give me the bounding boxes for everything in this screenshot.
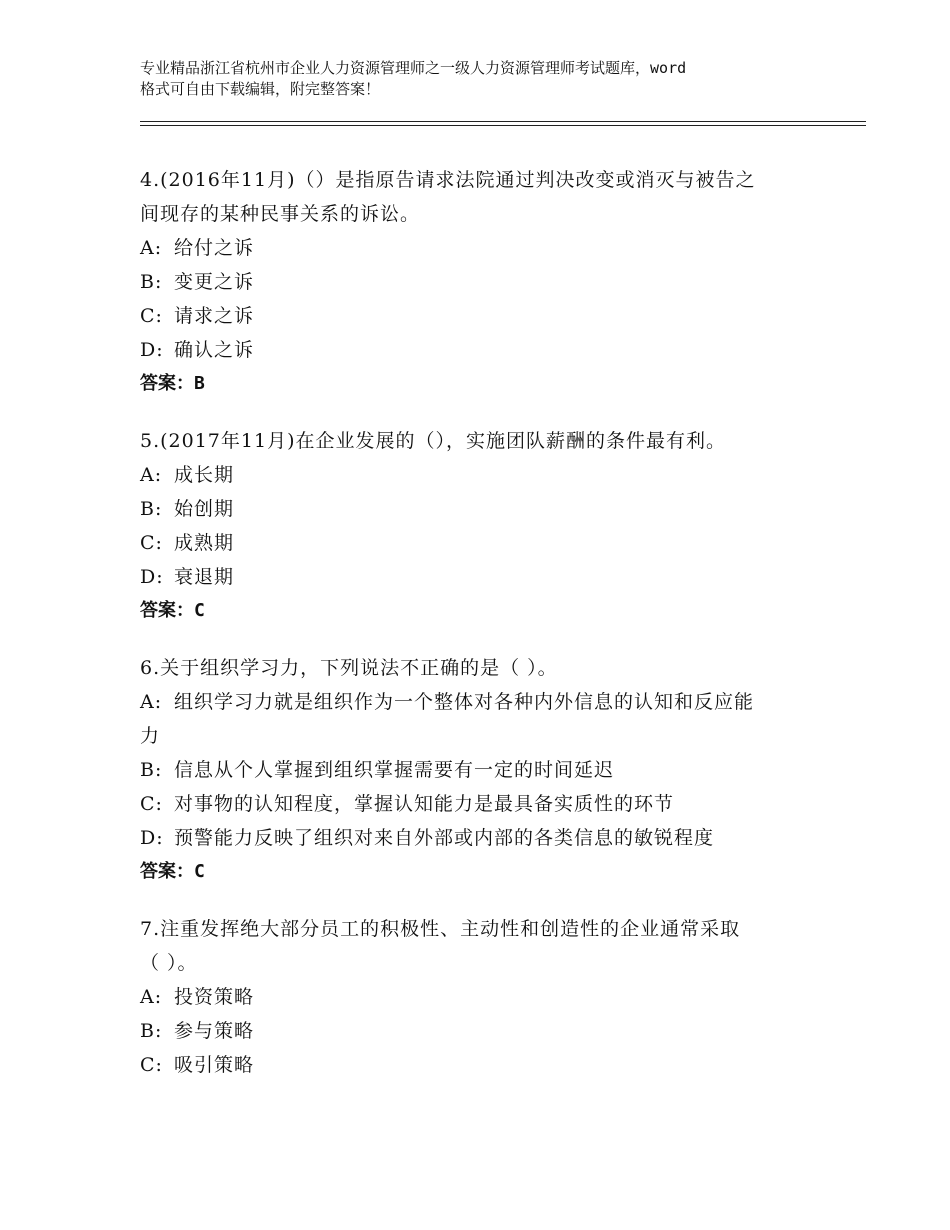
option-c bbox=[140, 1048, 820, 1082]
option-letter: A: bbox=[140, 464, 163, 486]
option-letter: C: bbox=[140, 532, 163, 554]
option-letter: A: bbox=[140, 986, 163, 1008]
option-text: 组织学习力就是组织作为一个整体对各种内外信息的认知和反应能 bbox=[174, 691, 755, 713]
option-text: 参与策略 bbox=[174, 1020, 255, 1042]
option-c bbox=[140, 299, 820, 333]
answer-line: 答案：C bbox=[140, 861, 205, 882]
option-letter: A: bbox=[140, 237, 163, 259]
question-item bbox=[140, 912, 820, 1082]
option-letter: B: bbox=[140, 759, 163, 781]
question-list bbox=[140, 163, 820, 1105]
option-c bbox=[140, 787, 820, 821]
option-a bbox=[140, 231, 820, 265]
option-text: 成长期 bbox=[174, 464, 235, 486]
option-b bbox=[140, 1014, 820, 1048]
option-letter: A: bbox=[140, 691, 163, 713]
question-item bbox=[140, 163, 820, 401]
option-letter: B: bbox=[140, 1020, 163, 1042]
question-stem: 7.注重发挥绝大部分员工的积极性、主动性和创造性的企业通常采取 bbox=[140, 918, 741, 940]
question-stem: 5.(2017年11月)在企业发展的（），实施团队薪酬的条件最有利。 bbox=[140, 430, 726, 452]
answer-line: 答案：C bbox=[140, 600, 205, 621]
option-text: 对事物的认知程度，掌握认知能力是最具备实质性的环节 bbox=[174, 793, 675, 815]
option-text: 始创期 bbox=[174, 498, 235, 520]
question-item bbox=[140, 424, 820, 628]
option-a bbox=[140, 685, 820, 719]
option-letter: D: bbox=[140, 827, 164, 849]
option-letter: D: bbox=[140, 339, 164, 361]
option-a bbox=[140, 458, 820, 492]
document-header bbox=[140, 58, 830, 100]
header-rule-top bbox=[140, 121, 866, 122]
option-letter: B: bbox=[140, 271, 163, 293]
option-text: 投资策略 bbox=[174, 986, 255, 1008]
option-text: 请求之诉 bbox=[174, 305, 255, 327]
header-line-1: 专业精品浙江省杭州市企业人力资源管理师之一级人力资源管理师考试题库，word bbox=[140, 59, 687, 77]
option-text: 预警能力反映了组织对来自外部或内部的各类信息的敏锐程度 bbox=[174, 827, 715, 849]
option-text: 成熟期 bbox=[174, 532, 235, 554]
option-text: 吸引策略 bbox=[174, 1054, 255, 1076]
option-b bbox=[140, 753, 820, 787]
question-stem-continued: （ ）。 bbox=[140, 952, 198, 974]
question-item bbox=[140, 651, 820, 889]
option-text: 信息从个人掌握到组织掌握需要有一定的时间延迟 bbox=[174, 759, 615, 781]
option-d bbox=[140, 821, 820, 855]
option-letter: B: bbox=[140, 498, 163, 520]
option-letter: D: bbox=[140, 566, 164, 588]
option-text: 衰退期 bbox=[174, 566, 235, 588]
option-letter: C: bbox=[140, 305, 163, 327]
option-a-continued: 力 bbox=[140, 725, 161, 747]
option-text: 给付之诉 bbox=[174, 237, 255, 259]
option-a bbox=[140, 980, 820, 1014]
question-stem: 4.(2016年11月)（）是指原告请求法院通过判决改变或消灭与被告之 bbox=[140, 169, 756, 191]
option-d bbox=[140, 560, 820, 594]
option-text: 变更之诉 bbox=[174, 271, 255, 293]
option-text: 确认之诉 bbox=[174, 339, 255, 361]
option-d bbox=[140, 333, 820, 367]
option-b bbox=[140, 265, 820, 299]
question-stem: 6.关于组织学习力，下列说法不正确的是（ ）。 bbox=[140, 657, 558, 679]
option-letter: C: bbox=[140, 793, 163, 815]
option-b bbox=[140, 492, 820, 526]
option-c bbox=[140, 526, 820, 560]
question-stem-continued: 间现存的某种民事关系的诉讼。 bbox=[140, 203, 421, 225]
option-letter: C: bbox=[140, 1054, 163, 1076]
header-rule-bottom bbox=[140, 125, 866, 126]
header-line-2: 格式可自由下载编辑，附完整答案！ bbox=[140, 80, 381, 98]
answer-line: 答案：B bbox=[140, 373, 205, 394]
